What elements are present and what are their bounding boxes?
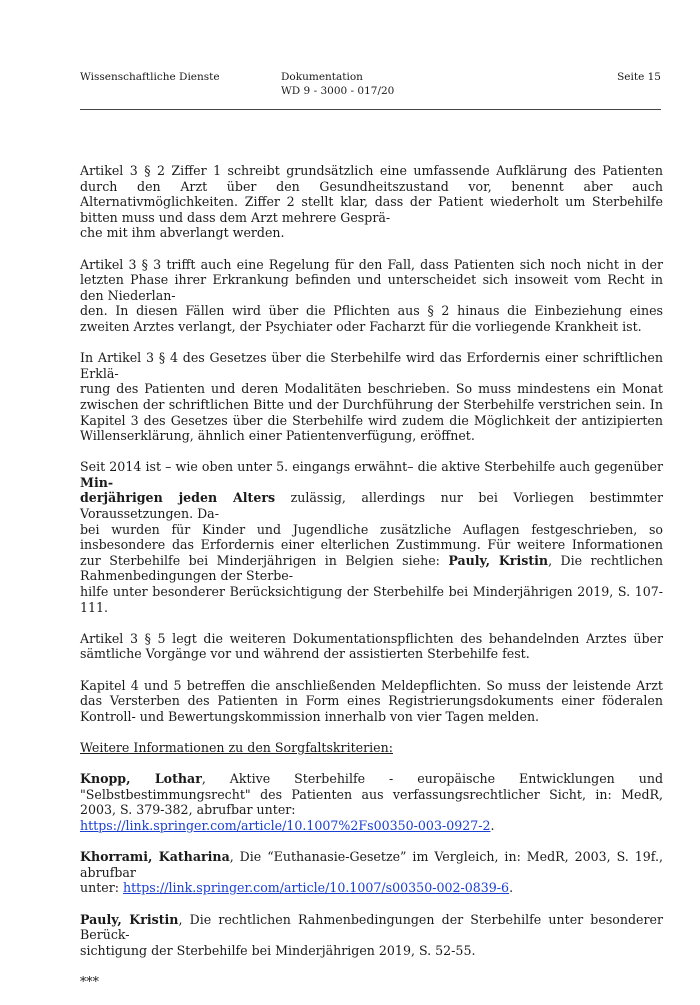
- header-doc-label: Dokumentation: [281, 71, 363, 83]
- text-line: che mit ihm abverlangt werden.: [80, 225, 285, 241]
- header-organization: Wissenschaftliche Dienste: [80, 71, 220, 83]
- reference-author: Pauly, Kristin: [80, 911, 179, 927]
- paragraph-6: [80, 678, 663, 725]
- emphasis-text: Min-: [80, 474, 114, 490]
- text-line: klar, dass der Patient wiederholt um Sterbehilfe bitten muss und dass dem Arzt mehrere Gesprä-: [80, 194, 663, 225]
- emphasis-author: Pauly, Kristin: [448, 552, 549, 568]
- text-line: Versterben des Patienten in Form eines Registrierungsdokuments einer föderalen Kontroll- und: [80, 693, 663, 724]
- header-page-number: Seite 15: [617, 71, 661, 83]
- reference-text: .: [490, 817, 495, 833]
- reference-text: unter:: [80, 880, 124, 896]
- text-line: rung des Patienten und deren Modalitäten beschrieben. So muss mindestens ein Monat zwischen: [80, 381, 663, 412]
- header-document: [281, 70, 394, 98]
- text-line: Artikel 3 § 3 trifft auch eine Regelung für den Fall, dass Patienten sich noch nicht in der letzten: [80, 256, 663, 288]
- text-line: bei wurden für Kinder und Jugendliche zusätzliche Auflagen festgeschrieben, so insbesondere: [80, 521, 663, 553]
- reference-text: , Die rechtlichen Rahmenbedingungen der Sterbehilfe unter besonderer Berück-: [80, 911, 663, 943]
- text-line: Bewertungskommission innerhalb von vier Tagen melden.: [168, 708, 540, 724]
- text-line: Seit 2014 ist – wie oben unter 5. eingangs erwähnt– die aktive Sterbehilfe auch gegenüber: [80, 459, 663, 475]
- reference-text: sichtigung der Sterbehilfe bei Minderjährigen 2019, S. 52-55.: [80, 942, 476, 958]
- text-line: Kapitel 4 und 5 betreffen die anschließenden Meldepflichten. So muss der leistende Arzt das: [80, 677, 663, 709]
- reference-link[interactable]: https://link.springer.com/article/10.1007%2Fs00350-003-0927-2: [80, 817, 491, 833]
- text-line: Artikel 3 § 2 Ziffer 1 schreibt grundsätzlich eine umfassende Aufklärung des Patienten durch den: [80, 163, 663, 194]
- text-line: , Die rechtlichen Rahmenbedingungen der Sterbe-: [80, 552, 663, 584]
- text-line: hilfe unter besonderer Berücksichtigung der Sterbehilfe bei Minderjährigen 2019, S. 107-111.: [80, 584, 663, 615]
- reference-3: [80, 912, 663, 959]
- text-line: Minderjährigen in Belgien siehe:: [216, 552, 449, 568]
- text-line: Artikel 3 § 5 legt die weiteren Dokumentationspflichten des behandelnden Arztes über sämtliche: [80, 630, 663, 662]
- text-line: ähnlich einer Patientenverfügung, eröffnet.: [197, 428, 475, 444]
- text-line: Vorgänge vor und während der assistierten Sterbehilfe fest.: [145, 646, 530, 662]
- paragraph-3: [80, 350, 663, 444]
- end-mark: ***: [80, 973, 99, 989]
- paragraph-1: [80, 163, 663, 241]
- text-line: Arztes verlangt, der Psychiater oder Facharzt für die vorliegende Krankheit ist.: [133, 318, 642, 334]
- reference-text: .: [509, 880, 514, 896]
- paragraph-2: [80, 257, 663, 335]
- reference-link[interactable]: https://link.springer.com/article/10.1007/s00350-002-0839-6: [123, 880, 510, 896]
- text-line: das Erfordernis einer elterlichen Zustimmung. Für weitere Informationen zur Sterbehilfe bei: [80, 537, 663, 568]
- reference-1: [80, 771, 663, 833]
- header-doc-number: WD 9 - 3000 - 017/20: [281, 85, 395, 97]
- paragraph-5: [80, 631, 663, 662]
- reference-text: des Patienten aus verfassungsrechtlicher Sicht, in: MedR, 2003, S. 379-382, abrufbar unter:: [80, 786, 663, 818]
- emphasis-text: derjährigen jeden Alters: [80, 490, 276, 506]
- reference-author: Knopp, Lothar: [80, 771, 202, 787]
- text-line: In Artikel 3 § 4 des Gesetzes über die Sterbehilfe wird das Erfordernis einer schriftlichen Erklä-: [80, 350, 663, 381]
- header-divider: [80, 109, 661, 110]
- paragraph-4: [80, 459, 663, 615]
- text-line: der schriftlichen Bitte und der Durchführung der Sterbehilfe verstrichen sein. In Kapitel 3 des: [80, 396, 663, 428]
- text-line: den. In diesen Fällen wird über die Pflichten aus § 2 hinaus die Einbeziehung eines zweiten: [80, 303, 663, 334]
- page-header: [80, 70, 661, 110]
- text-line: Phase ihrer Erkrankung befinden und unterscheidet sich insoweit vom Recht in den Niederlan-: [80, 272, 663, 303]
- reference-author: Khorrami, Katharina: [80, 849, 230, 865]
- text-line: Gesetzes über die Sterbehilfe wird zudem die Möglichkeit der antizipierten Willenserklärung,: [80, 412, 663, 444]
- text-line: Arzt über den Gesundheitszustand vor, benennt aber auch Alternativmöglichkeiten. Ziffer 2 stellt: [80, 178, 663, 210]
- text-line: zulässig, allerdings nur bei Vorliegen bestimmter Voraussetzungen. Da-: [80, 490, 663, 522]
- further-info-heading: [80, 740, 663, 756]
- document-body: [80, 163, 663, 1005]
- reference-2: [80, 849, 663, 896]
- reference-text: , Die “Euthanasie-Gesetze” im Vergleich, in: MedR, 2003, S. 19f., abrufbar: [80, 849, 663, 880]
- reference-text: , Aktive Sterbehilfe - europäische Entwicklungen und "Selbstbestimmungsrecht": [80, 771, 664, 802]
- subheading-text: Weitere Informationen zu den Sorgfaltskriterien:: [80, 739, 393, 755]
